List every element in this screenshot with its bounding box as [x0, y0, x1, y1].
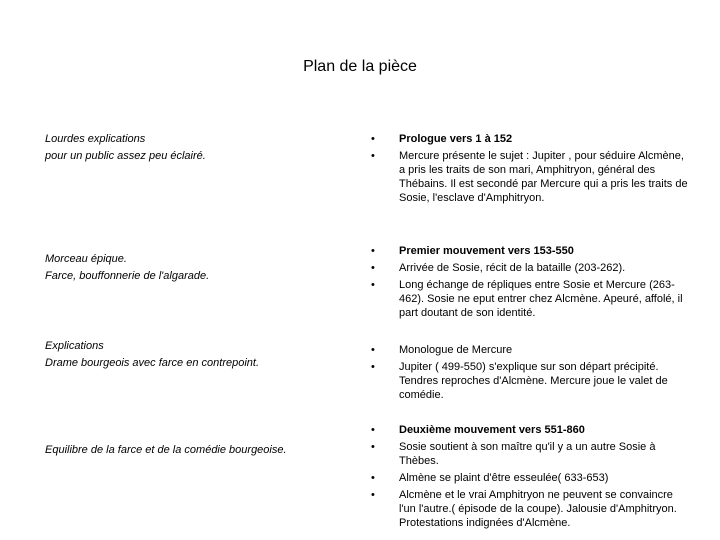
section-premier-mouvement: [371, 244, 691, 323]
bullet-text: Long échange de répliques entre Sosie et Mercure (263-462). Sosie ne eput entrer chez Alcmène. Apeuré, affolé, il part doutant de son identité.: [399, 279, 683, 319]
page-title: Plan de la pièce: [303, 58, 417, 75]
bullet-text: Mercure présente le sujet : Jupiter , pour séduire Alcmène, a pris les traits de son mari, Amphitryon, général des Thébains. Il est secondé par Mercure qui a pris les traits de Sosie, l'esclave d'Amphitryon.: [399, 150, 688, 204]
left-note-2: [45, 251, 355, 285]
bullet-icon: •: [371, 133, 375, 145]
left-note-line: Lourdes explications: [45, 133, 146, 145]
bullet-text: Deuxième mouvement vers 551-860: [399, 424, 585, 436]
bullet-item: [371, 488, 691, 530]
left-note-line: Farce, bouffonnerie de l'algarade.: [45, 270, 210, 282]
bullet-icon: •: [371, 344, 375, 356]
section-prologue: [371, 132, 691, 208]
left-note-line: Morceau épique.: [45, 253, 127, 265]
left-note-line: Drame bourgeois avec farce en contrepoint.: [45, 357, 260, 369]
bullet-text: Prologue vers 1 à 152: [399, 133, 513, 145]
left-note-4: [45, 442, 355, 459]
bullet-text: Premier mouvement vers 153-550: [399, 245, 574, 257]
bullet-icon: •: [371, 441, 375, 453]
bullet-item: [371, 149, 691, 205]
left-note-1: [45, 131, 355, 165]
section-deuxieme-mouvement: [371, 423, 691, 533]
bullet-item: [371, 423, 691, 437]
bullet-icon: •: [371, 245, 375, 257]
bullet-icon: •: [371, 279, 375, 291]
section-monologue: [371, 343, 691, 405]
bullet-icon: •: [371, 489, 375, 501]
bullet-icon: •: [371, 262, 375, 274]
left-note-line: Equilibre de la farce et de la comédie bourgeoise.: [45, 444, 287, 456]
bullet-icon: •: [371, 472, 375, 484]
bullet-icon: •: [371, 150, 375, 162]
bullet-item: [371, 440, 691, 468]
bullet-item: [371, 471, 691, 485]
bullet-text: Sosie soutient à son maître qu'il y a un autre Sosie à Thèbes.: [399, 441, 656, 467]
bullet-item: [371, 261, 691, 275]
left-note-3: [45, 338, 355, 372]
bullet-text: Arrivée de Sosie, récit de la bataille (203-262).: [399, 262, 626, 274]
bullet-item: [371, 343, 691, 357]
bullet-text: Alcmène et le vrai Amphitryon ne peuvent se convaincre l'un l'autre.( épisode de la coupe). Jalousie d'Amphitryon. Protestations indignées d'Alcmène.: [399, 489, 677, 529]
bullet-text: Jupiter ( 499-550) s'explique sur son départ précipité. Tendres reproches d'Alcmène. Mercure joue le valet de comédie.: [399, 361, 668, 401]
bullet-text: Almène se plaint d'être esseulée( 633-653): [399, 472, 609, 484]
bullet-item: [371, 278, 691, 320]
left-note-line: Explications: [45, 340, 104, 352]
left-note-line: pour un public assez peu éclairé.: [45, 150, 206, 162]
bullet-item: [371, 360, 691, 402]
bullet-text: Monologue de Mercure: [399, 344, 513, 356]
bullet-icon: •: [371, 424, 375, 436]
bullet-item: [371, 132, 691, 146]
bullet-item: [371, 244, 691, 258]
bullet-icon: •: [371, 361, 375, 373]
